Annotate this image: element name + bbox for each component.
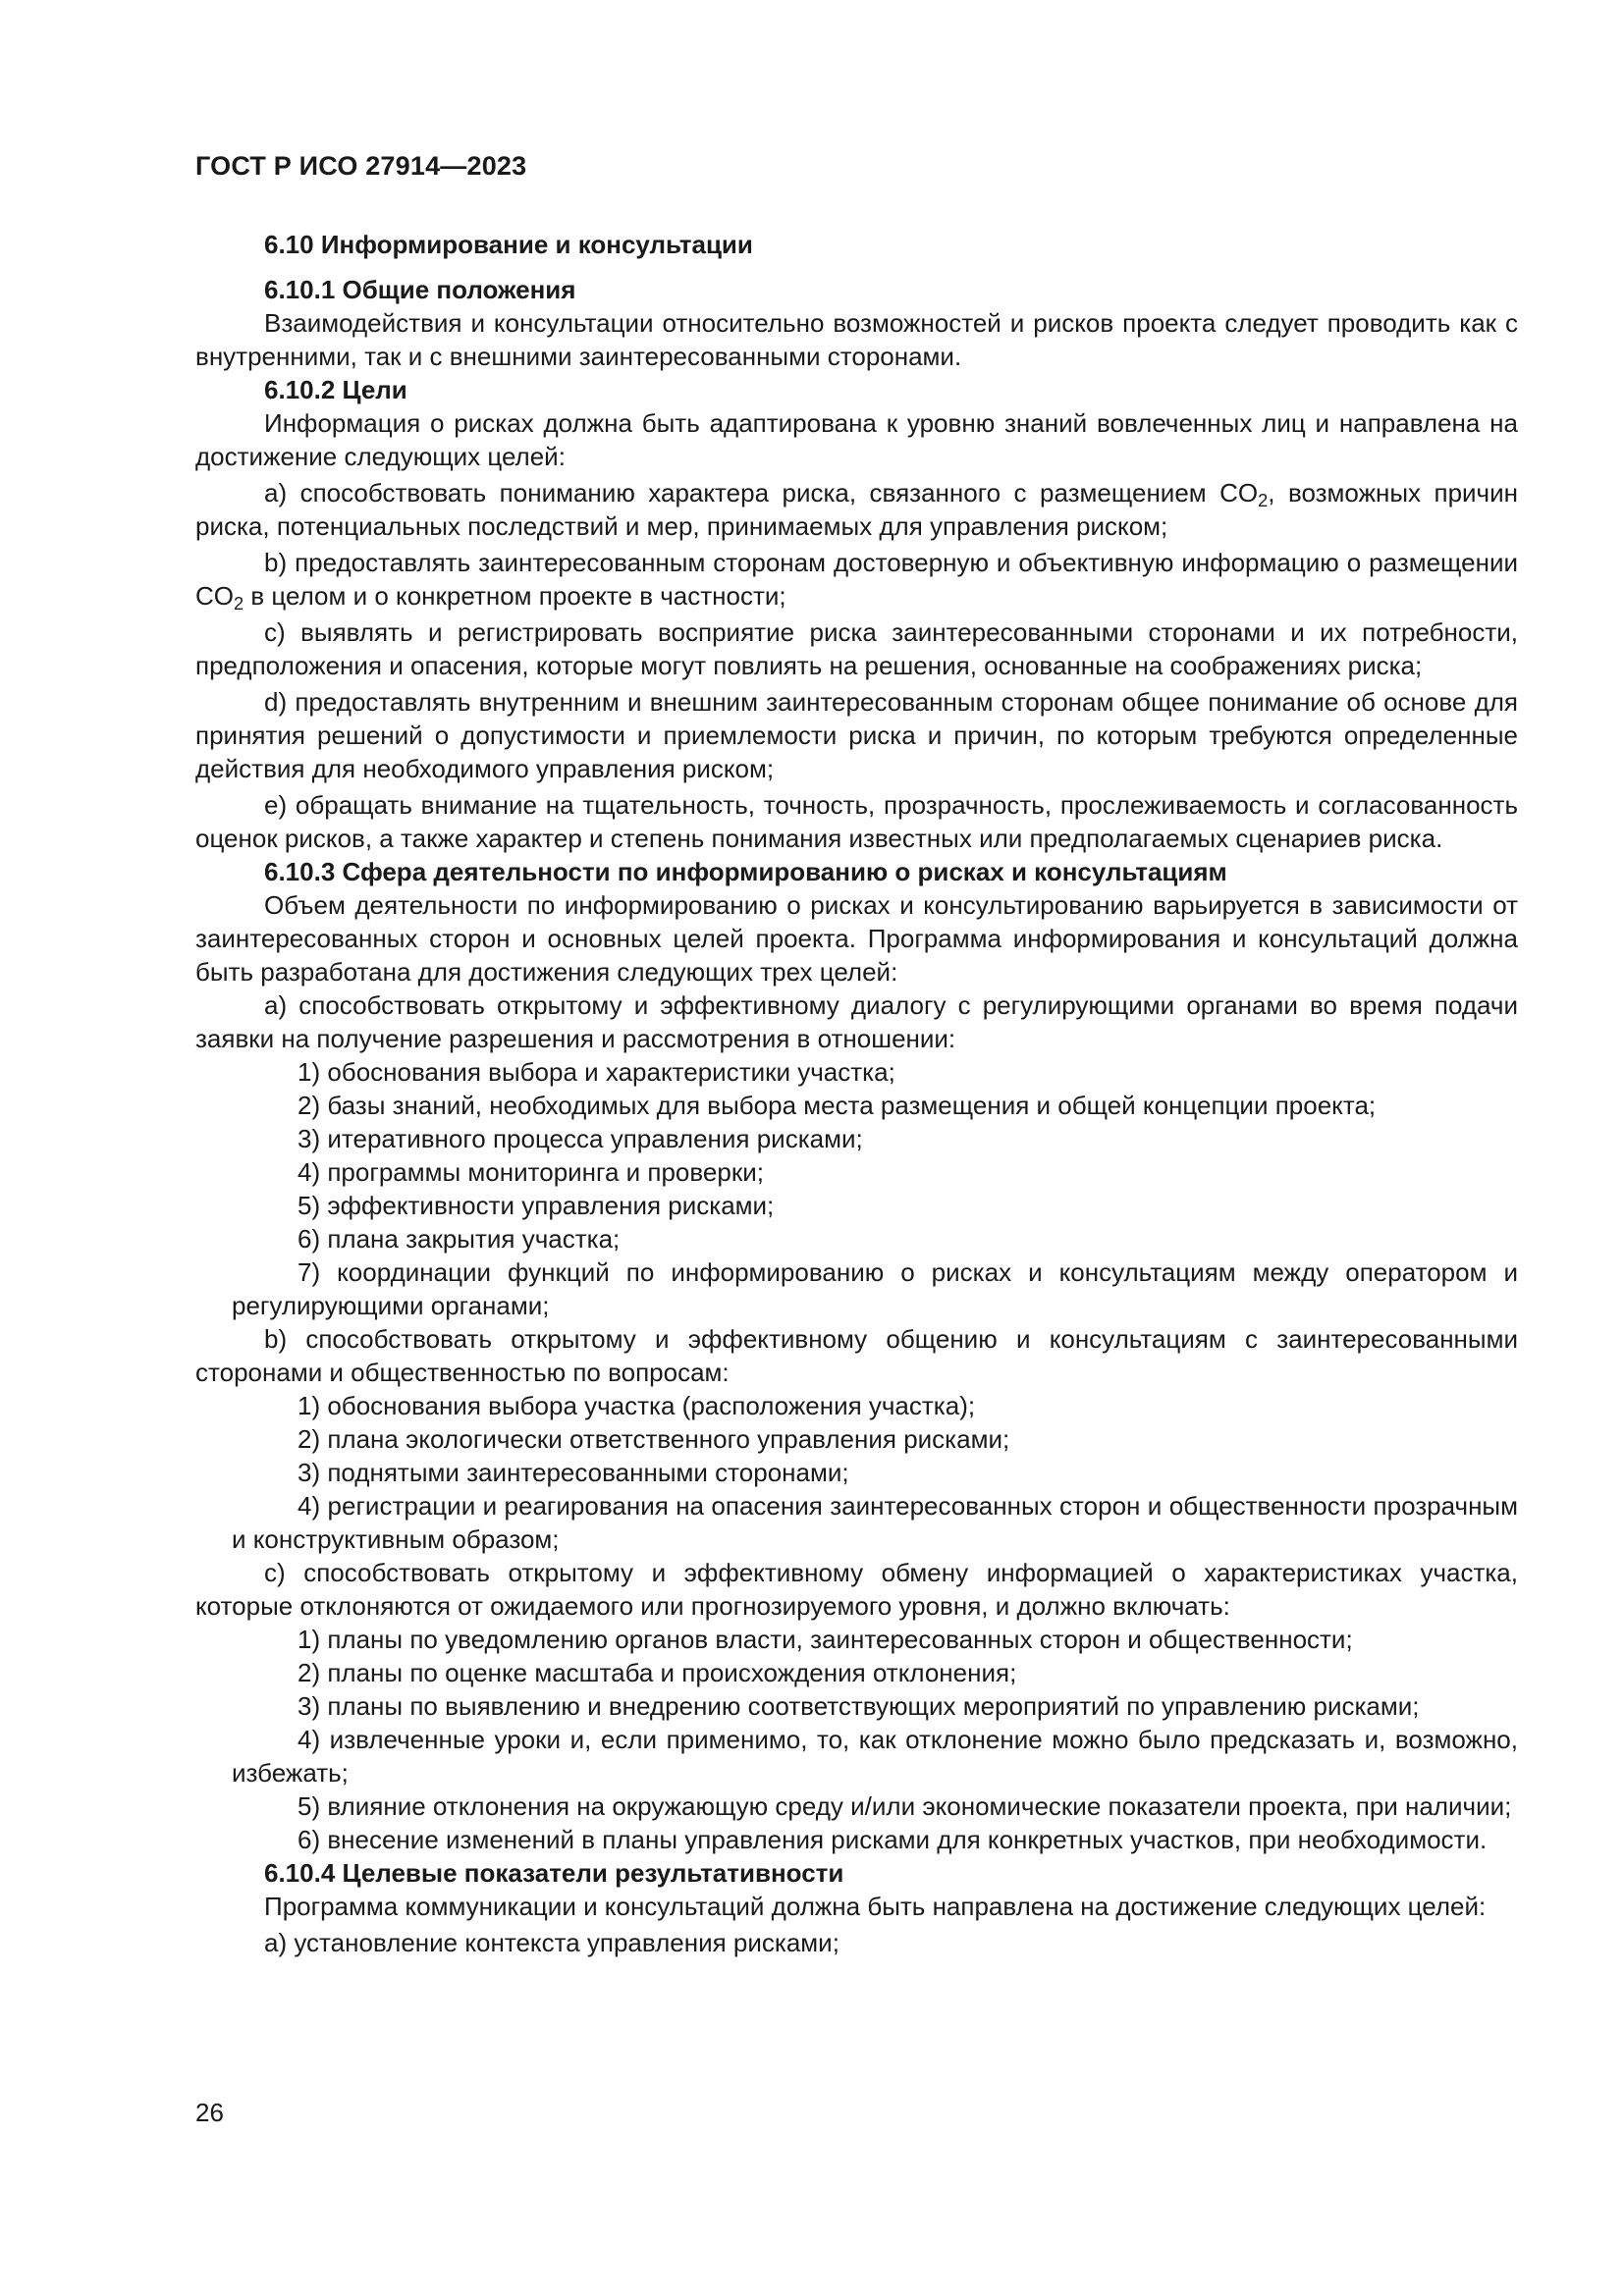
subscript: 2 <box>1258 491 1269 511</box>
list-item: a) способствовать открытому и эффективному диалогу с регулирующими органами во время подачи заявки на получение разрешения и рассмотрения в отношении: <box>195 990 1518 1053</box>
numbered-item: 4) извлеченные уроки и, если применимо, то, как отклонение можно было предсказать и, возможно, избежать; <box>232 1725 1518 1788</box>
numbered-item: 7) координации функций по информированию о рисках и консультациям между оператором и регулирующими органами; <box>232 1257 1518 1320</box>
numbered-item: 2) планы по оценке масштаба и происхождения отклонения; <box>298 1658 1017 1687</box>
paragraph: Информация о рисках должна быть адаптирована к уровню знаний вовлеченных лиц и направлена на достижение следующих целей: <box>195 408 1518 471</box>
text-run: , возможных причин риска, потенциальных последствий и мер, принимаемых для управления риском; <box>195 478 1518 541</box>
text-run: в целом и о конкретном проекте в частности; <box>244 581 786 611</box>
list-item <box>195 546 1518 613</box>
list-item: a) установление контекста управления рисками; <box>264 1928 839 1957</box>
numbered-item: 6) плана закрытия участка; <box>298 1224 621 1254</box>
numbered-item: 2) базы знаний, необходимых для выбора места размещения и общей концепции проекта; <box>298 1091 1377 1120</box>
numbered-item: 2) плана экологически ответственного управления рисками; <box>298 1424 1010 1454</box>
document-body <box>195 228 1518 1959</box>
paragraph: Взаимодействия и консультации относительно возможностей и рисков проекта следует проводить как с внутренними, так и с внешними заинтересованными сторонами. <box>195 308 1518 371</box>
paragraph: Объем деятельности по информированию о рисках и консультированию варьируется в зависимости от заинтересованных сторон и основных целей проекта. Программа информирования и консультаций должна быть разработана для достижения следующих трех целей: <box>195 890 1518 987</box>
subsection-title-2: 6.10.2 Цели <box>264 375 407 404</box>
paragraph: Программа коммуникации и консультаций должна быть направлена на достижение следующих целей: <box>264 1892 1487 1921</box>
subsection-title-1: 6.10.1 Общие положения <box>264 275 576 304</box>
numbered-item: 3) итеративного процесса управления рисками; <box>298 1124 863 1153</box>
list-item: c) способствовать открытому и эффективному обмену информацией о характеристиках участка, которые отклоняются от ожидаемого или прогнозируемого уровня, и должно включать: <box>195 1558 1518 1621</box>
document-header: ГОСТ Р ИСО 27914—2023 <box>195 151 527 181</box>
numbered-item: 5) влияние отклонения на окружающую среду и/или экономические показатели проекта, при наличии; <box>298 1791 1512 1821</box>
numbered-item: 4) регистрации и реагирования на опасения заинтересованных сторон и общественности прозрачным и конструктивным образом; <box>232 1491 1518 1554</box>
list-item: d) предоставлять внутренним и внешним заинтересованным сторонам общее понимание об основе для принятия решений о допустимости и приемлемости риска и причин, по которым требуются определенные действия для необходимого управления риском; <box>195 687 1518 783</box>
text-run: a) способствовать пониманию характера риска, связанного с размещением CO <box>264 478 1259 507</box>
section-title: 6.10 Информирование и консультации <box>264 230 753 259</box>
list-item: b) способствовать открытому и эффективному общению и консультациям с заинтересованными сторонами и общественностью по вопросам: <box>195 1324 1518 1387</box>
numbered-item: 1) обоснования выбора и характеристики участка; <box>298 1057 895 1087</box>
subscript: 2 <box>234 594 244 614</box>
list-item: e) обращать внимание на тщательность, точность, прозрачность, прослеживаемость и согласованность оценок рисков, а также характер и степень понимания известных или предполагаемых сценариев риска. <box>195 790 1518 853</box>
list-item: c) выявлять и регистрировать восприятие риска заинтересованными сторонами и их потребности, предположения и опасения, которые могут повлиять на решения, основанные на соображениях риска; <box>195 617 1518 680</box>
numbered-item: 1) обоснования выбора участка (расположения участка); <box>298 1391 976 1420</box>
numbered-item: 6) внесение изменений в планы управления рисками для конкретных участков, при необходимости. <box>298 1825 1488 1854</box>
numbered-item: 1) планы по уведомлению органов власти, заинтересованных сторон и общественности; <box>298 1625 1353 1654</box>
subsection-title-4: 6.10.4 Целевые показатели результативности <box>264 1858 844 1888</box>
page-number: 26 <box>195 2098 224 2127</box>
text-run: b) предоставлять заинтересованным сторонам достоверную и объективную информацию о размещении CO <box>195 548 1518 611</box>
numbered-item: 5) эффективности управления рисками; <box>298 1191 775 1220</box>
numbered-item: 3) поднятыми заинтересованными сторонами; <box>298 1458 849 1487</box>
numbered-item: 4) программы мониторинга и проверки; <box>298 1157 764 1187</box>
numbered-item: 3) планы по выявлению и внедрению соответствующих мероприятий по управлению рисками; <box>298 1691 1420 1721</box>
subsection-title-3: 6.10.3 Сфера деятельности по информированию о рисках и консультациям <box>264 857 1227 886</box>
list-item <box>195 476 1518 543</box>
